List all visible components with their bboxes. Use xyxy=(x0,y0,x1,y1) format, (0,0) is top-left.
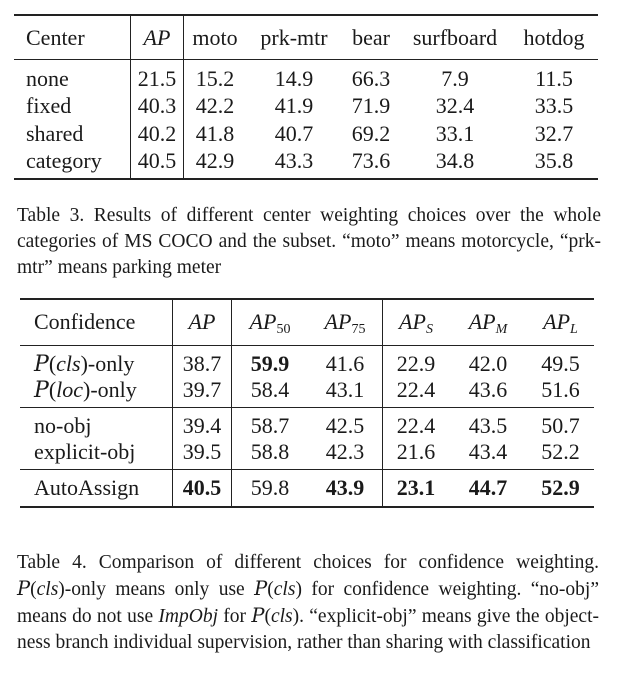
table-cell: 41.6 xyxy=(308,345,383,377)
table-cell: 22.4 xyxy=(383,407,450,439)
table-cell: 50.7 xyxy=(527,407,594,439)
table-cell: 40.5 xyxy=(131,148,184,179)
table-4-header-ap75: $AP_{75}$ xyxy=(308,299,383,345)
table-cell: 43.9 xyxy=(308,469,383,507)
table-4-caption: Table 4. Comparison of different choices for confidence weighting. P(cls)-only means only use P(cls) for confidence weighting. “no-obj” means do not use ImpObj for P(cls). “explicit-obj” means give the object-ness branch individual supervision, rather than sharing with classification xyxy=(17,552,599,653)
table-cell: 11.5 xyxy=(535,65,573,91)
table-cell: 71.9 xyxy=(351,92,391,118)
table-4-header-row xyxy=(20,299,594,345)
table-cell: 42.9 xyxy=(195,147,235,173)
table-cell: 43.1 xyxy=(308,377,383,408)
table-3-header-row xyxy=(14,15,598,59)
table-cell: 41.8 xyxy=(195,120,235,146)
table-cell: 44.7 xyxy=(449,469,527,507)
table-4-header-aps: $AP_S$ xyxy=(383,299,450,345)
table-row xyxy=(14,59,598,92)
table-cell: 58.4 xyxy=(250,376,290,402)
table-cell: 52.2 xyxy=(541,438,580,464)
table-cell: shared xyxy=(14,120,131,148)
table-4-header-apm: $AP_M$ xyxy=(449,299,527,345)
table-cell: 43.3 xyxy=(274,147,314,173)
table-cell: 39.5 xyxy=(173,439,232,470)
table-cell: 40.5 xyxy=(173,469,232,507)
table-cell: 40.7 xyxy=(274,120,314,146)
table-cell: no-obj xyxy=(20,407,173,439)
table-3-header-surfboard: surfboard xyxy=(400,15,510,59)
table-cell: 49.5 xyxy=(541,350,580,376)
table-cell: 22.9 xyxy=(396,350,436,376)
table-4-header-ap: AP xyxy=(173,299,232,345)
table-cell: 14.9 xyxy=(274,65,314,91)
table-cell: 32.7 xyxy=(534,120,574,146)
table-3-header-bear: bear xyxy=(342,15,400,59)
table-cell: 38.7 xyxy=(173,345,232,377)
table-row xyxy=(14,120,598,148)
table-4-header-apl: $AP_L$ xyxy=(527,299,594,345)
table-cell: explicit-obj xyxy=(20,439,173,470)
table-cell: 7.9 xyxy=(441,65,469,91)
table-cell: 42.5 xyxy=(308,407,383,439)
table-cell: 21.6 xyxy=(396,438,436,464)
table-cell: 23.1 xyxy=(383,469,450,507)
table-cell: 41.9 xyxy=(274,92,314,118)
table-row xyxy=(20,407,594,439)
table-cell-p-loc-only: P(loc)-only xyxy=(20,377,173,408)
table-cell: 51.6 xyxy=(541,376,580,402)
table-cell: 42.2 xyxy=(195,92,235,118)
table-cell: 15.2 xyxy=(195,65,235,91)
table-cell: category xyxy=(14,148,131,179)
table-cell-p-cls-only: P(cls)-only xyxy=(20,345,173,377)
table-row xyxy=(14,92,598,120)
table-3-caption: Table 3. Results of different center weighting choices over the whole categories of MS COCO and the subset. “moto” means motorcycle, “prk-mtr” means parking meter xyxy=(17,205,601,278)
table-cell: 43.4 xyxy=(468,438,508,464)
table-3-header-center: Center xyxy=(14,15,131,59)
table-row xyxy=(20,439,594,470)
table-row xyxy=(20,345,594,377)
table-cell: 40.2 xyxy=(131,120,184,148)
table-4-header-confidence: Confidence xyxy=(20,299,173,345)
table-cell: 39.4 xyxy=(173,407,232,439)
table-cell: 66.3 xyxy=(351,65,391,91)
table-cell: 39.7 xyxy=(173,377,232,408)
table-cell: 42.3 xyxy=(308,439,383,470)
table-cell: 33.1 xyxy=(435,120,475,146)
table-row-best xyxy=(20,469,594,507)
table-cell: 73.6 xyxy=(351,147,391,173)
table-cell: 69.2 xyxy=(351,120,391,146)
table-cell: 58.8 xyxy=(250,438,290,464)
table-cell: 35.8 xyxy=(534,147,574,173)
table-4 xyxy=(20,298,594,508)
table-cell: 40.3 xyxy=(131,92,184,120)
table-3-header-prk-mtr: prk-mtr xyxy=(246,15,342,59)
table-cell: 21.5 xyxy=(131,59,184,92)
table-3-header-moto: moto xyxy=(184,15,247,59)
table-cell: AutoAssign xyxy=(20,469,173,507)
table-cell: 59.8 xyxy=(232,469,309,507)
table-cell: 43.5 xyxy=(449,407,527,439)
table-3-header-ap: AP xyxy=(131,15,184,59)
table-cell: 42.0 xyxy=(468,350,508,376)
table-row xyxy=(20,377,594,408)
table-4-header-ap50: $AP_{50}$ xyxy=(232,299,309,345)
table-cell: 34.8 xyxy=(435,147,475,173)
table-cell: 33.5 xyxy=(534,92,574,118)
table-cell: 43.6 xyxy=(468,376,508,402)
table-cell: 32.4 xyxy=(435,92,475,118)
table-cell: 58.7 xyxy=(232,407,309,439)
table-row-best xyxy=(14,148,598,179)
table-3 xyxy=(14,14,598,180)
table-cell: none xyxy=(14,59,131,92)
table-cell: 52.9 xyxy=(527,469,594,507)
table-cell: 59.9 xyxy=(250,350,290,376)
table-cell: 22.4 xyxy=(396,376,436,402)
table-3-header-hotdog: hotdog xyxy=(510,15,598,59)
table-cell: fixed xyxy=(14,92,131,120)
